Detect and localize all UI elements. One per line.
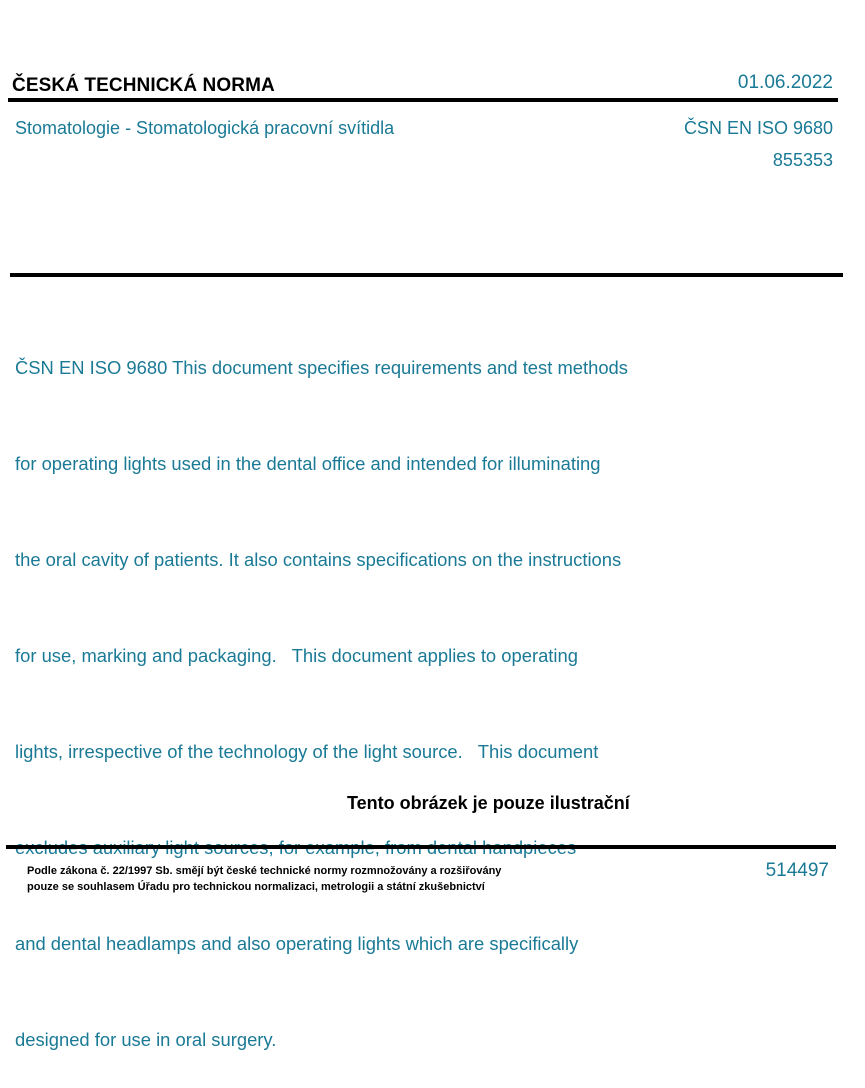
abstract-line: ČSN EN ISO 9680 This document specifies requirements and test methods: [15, 357, 628, 378]
abstract-line: and dental headlamps and also operating lights which are specifically: [15, 933, 579, 954]
abstract-line: for use, marking and packaging. This document applies to operating: [15, 645, 578, 666]
abstract-line: the oral cavity of patients. It also contains specifications on the instructions: [15, 549, 622, 570]
standard-code: ČSN EN ISO 9680: [683, 118, 833, 138]
norm-title: ČESKÁ TECHNICKÁ NORMA: [12, 75, 275, 96]
abstract-line: lights, irrespective of the technology of the light source. This document: [15, 741, 599, 762]
legal-notice: [27, 863, 501, 895]
abstract-line: designed for use in oral surgery.: [15, 1029, 277, 1050]
section-divider: [10, 273, 843, 277]
footer-divider: [6, 845, 836, 849]
abstract-text: [15, 288, 745, 1088]
illustration-note: Tento obrázek je pouze ilustrační: [347, 793, 630, 813]
abstract-line: for operating lights used in the dental office and intended for illuminating: [15, 453, 601, 474]
catalog-number: 855353: [772, 150, 833, 170]
legal-line: pouze se souhlasem Úřadu pro technickou normalizaci, metrologii a státní zkušebnictví: [27, 881, 485, 893]
header-divider: [8, 98, 838, 102]
document-id: 514497: [765, 860, 829, 881]
legal-line: Podle zákona č. 22/1997 Sb. smějí být české technické normy rozmnožovány a rozšiřovány: [27, 865, 502, 877]
standard-subject: Stomatologie - Stomatologická pracovní svítidla: [15, 118, 395, 138]
publication-date: 01.06.2022: [737, 72, 833, 93]
